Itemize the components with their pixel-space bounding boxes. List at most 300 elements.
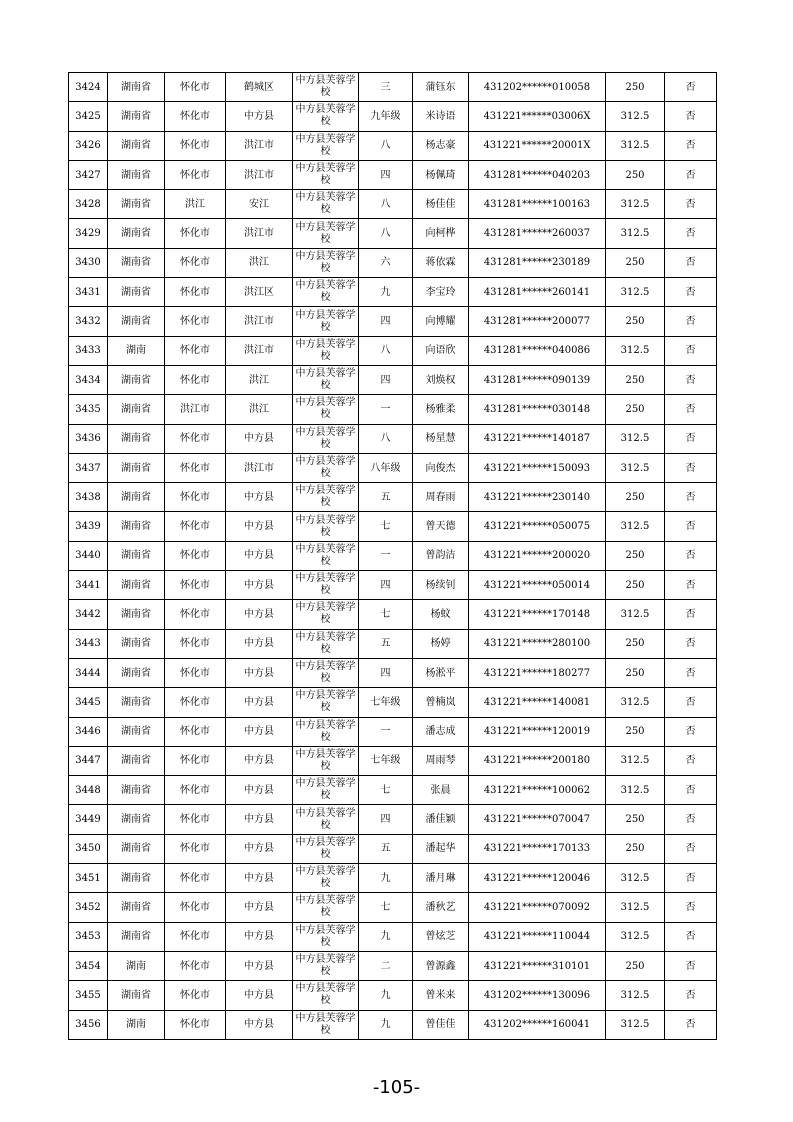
flag-cell: 否 [665, 365, 717, 394]
amount-cell: 312.5 [606, 424, 665, 453]
city-cell: 怀化市 [165, 512, 226, 541]
amount-cell: 250 [606, 805, 665, 834]
id-number-cell: 431281******260037 [469, 219, 606, 248]
amount-cell: 312.5 [606, 922, 665, 951]
flag-cell: 否 [665, 951, 717, 980]
amount-cell: 250 [606, 160, 665, 189]
id-number-cell: 431281******100163 [469, 190, 606, 219]
province-cell: 湖南省 [108, 541, 165, 570]
id-number-cell: 431281******260141 [469, 278, 606, 307]
serial-cell: 3431 [69, 278, 108, 307]
school-cell: 中方县芙蓉学校 [293, 600, 359, 629]
amount-cell: 250 [606, 395, 665, 424]
table-row [69, 541, 717, 570]
province-cell: 湖南省 [108, 512, 165, 541]
district-cell: 中方县 [226, 541, 293, 570]
amount-cell: 312.5 [606, 278, 665, 307]
table-row [69, 746, 717, 775]
province-cell: 湖南省 [108, 131, 165, 160]
amount-cell: 250 [606, 365, 665, 394]
table-row [69, 102, 717, 131]
name-cell: 杨佩琦 [413, 160, 469, 189]
table-row [69, 307, 717, 336]
serial-cell: 3447 [69, 746, 108, 775]
flag-cell: 否 [665, 102, 717, 131]
flag-cell: 否 [665, 336, 717, 365]
table-row [69, 951, 717, 980]
province-cell: 湖南省 [108, 776, 165, 805]
name-cell: 潘月琳 [413, 864, 469, 893]
flag-cell: 否 [665, 922, 717, 951]
school-cell: 中方县芙蓉学校 [293, 571, 359, 600]
grade-cell: 三 [359, 73, 413, 102]
table-row [69, 805, 717, 834]
table-row [69, 600, 717, 629]
name-cell: 刘焕权 [413, 365, 469, 394]
school-cell: 中方县芙蓉学校 [293, 190, 359, 219]
id-number-cell: 431221******03006X [469, 102, 606, 131]
table-row [69, 893, 717, 922]
serial-cell: 3440 [69, 541, 108, 570]
district-cell: 中方县 [226, 512, 293, 541]
id-number-cell: 431281******090139 [469, 365, 606, 394]
serial-cell: 3452 [69, 893, 108, 922]
serial-cell: 3437 [69, 453, 108, 482]
grade-cell: 八 [359, 131, 413, 160]
name-cell: 杨蚊 [413, 600, 469, 629]
city-cell: 怀化市 [165, 776, 226, 805]
amount-cell: 312.5 [606, 981, 665, 1010]
serial-cell: 3439 [69, 512, 108, 541]
district-cell: 中方县 [226, 102, 293, 131]
name-cell: 曾韵洁 [413, 541, 469, 570]
province-cell: 湖南省 [108, 160, 165, 189]
amount-cell: 312.5 [606, 102, 665, 131]
table-row [69, 365, 717, 394]
school-cell: 中方县芙蓉学校 [293, 717, 359, 746]
amount-cell: 250 [606, 717, 665, 746]
serial-cell: 3434 [69, 365, 108, 394]
grade-cell: 五 [359, 834, 413, 863]
table-row [69, 248, 717, 277]
name-cell: 潘志成 [413, 717, 469, 746]
grade-cell: 四 [359, 307, 413, 336]
school-cell: 中方县芙蓉学校 [293, 278, 359, 307]
province-cell: 湖南省 [108, 658, 165, 687]
name-cell: 向博耀 [413, 307, 469, 336]
serial-cell: 3453 [69, 922, 108, 951]
id-number-cell: 431221******140187 [469, 424, 606, 453]
city-cell: 怀化市 [165, 746, 226, 775]
province-cell: 湖南省 [108, 600, 165, 629]
serial-cell: 3450 [69, 834, 108, 863]
city-cell: 怀化市 [165, 278, 226, 307]
province-cell: 湖南省 [108, 219, 165, 248]
school-cell: 中方县芙蓉学校 [293, 629, 359, 658]
flag-cell: 否 [665, 571, 717, 600]
district-cell: 洪江 [226, 248, 293, 277]
province-cell: 湖南省 [108, 424, 165, 453]
flag-cell: 否 [665, 776, 717, 805]
table-row [69, 160, 717, 189]
id-number-cell: 431281******040086 [469, 336, 606, 365]
table-row [69, 922, 717, 951]
grade-cell: 八 [359, 219, 413, 248]
table-row [69, 336, 717, 365]
name-cell: 曾天德 [413, 512, 469, 541]
school-cell: 中方县芙蓉学校 [293, 951, 359, 980]
province-cell: 湖南省 [108, 981, 165, 1010]
serial-cell: 3445 [69, 688, 108, 717]
serial-cell: 3449 [69, 805, 108, 834]
id-number-cell: 431281******030148 [469, 395, 606, 424]
id-number-cell: 431221******180277 [469, 658, 606, 687]
district-cell: 中方县 [226, 805, 293, 834]
table-row [69, 483, 717, 512]
table-row [69, 981, 717, 1010]
school-cell: 中方县芙蓉学校 [293, 834, 359, 863]
school-cell: 中方县芙蓉学校 [293, 541, 359, 570]
district-cell: 中方县 [226, 571, 293, 600]
city-cell: 怀化市 [165, 73, 226, 102]
school-cell: 中方县芙蓉学校 [293, 453, 359, 482]
serial-cell: 3451 [69, 864, 108, 893]
grade-cell: 四 [359, 805, 413, 834]
flag-cell: 否 [665, 248, 717, 277]
serial-cell: 3442 [69, 600, 108, 629]
city-cell: 怀化市 [165, 893, 226, 922]
amount-cell: 312.5 [606, 190, 665, 219]
serial-cell: 3428 [69, 190, 108, 219]
grade-cell: 一 [359, 717, 413, 746]
id-number-cell: 431221******140081 [469, 688, 606, 717]
grade-cell: 七年级 [359, 746, 413, 775]
page-number: -105- [372, 1077, 421, 1098]
province-cell: 湖南省 [108, 746, 165, 775]
district-cell: 洪江 [226, 365, 293, 394]
amount-cell: 312.5 [606, 336, 665, 365]
id-number-cell: 431221******230140 [469, 483, 606, 512]
serial-cell: 3438 [69, 483, 108, 512]
serial-cell: 3455 [69, 981, 108, 1010]
name-cell: 李宝玲 [413, 278, 469, 307]
school-cell: 中方县芙蓉学校 [293, 102, 359, 131]
serial-cell: 3446 [69, 717, 108, 746]
table-row [69, 278, 717, 307]
province-cell: 湖南省 [108, 922, 165, 951]
grade-cell: 九 [359, 981, 413, 1010]
city-cell: 怀化市 [165, 483, 226, 512]
province-cell: 湖南省 [108, 248, 165, 277]
id-number-cell: 431221******100062 [469, 776, 606, 805]
amount-cell: 312.5 [606, 864, 665, 893]
district-cell: 中方县 [226, 893, 293, 922]
school-cell: 中方县芙蓉学校 [293, 336, 359, 365]
school-cell: 中方县芙蓉学校 [293, 365, 359, 394]
amount-cell: 312.5 [606, 688, 665, 717]
name-cell: 蒋依霖 [413, 248, 469, 277]
flag-cell: 否 [665, 160, 717, 189]
grade-cell: 四 [359, 160, 413, 189]
city-cell: 怀化市 [165, 805, 226, 834]
school-cell: 中方县芙蓉学校 [293, 395, 359, 424]
flag-cell: 否 [665, 805, 717, 834]
province-cell: 湖南省 [108, 805, 165, 834]
flag-cell: 否 [665, 219, 717, 248]
flag-cell: 否 [665, 424, 717, 453]
school-cell: 中方县芙蓉学校 [293, 248, 359, 277]
flag-cell: 否 [665, 864, 717, 893]
district-cell: 洪江市 [226, 453, 293, 482]
flag-cell: 否 [665, 190, 717, 219]
serial-cell: 3425 [69, 102, 108, 131]
city-cell: 洪江市 [165, 395, 226, 424]
district-cell: 洪江市 [226, 336, 293, 365]
city-cell: 怀化市 [165, 1010, 226, 1039]
school-cell: 中方县芙蓉学校 [293, 483, 359, 512]
name-cell: 周春雨 [413, 483, 469, 512]
grade-cell: 五 [359, 483, 413, 512]
province-cell: 湖南省 [108, 190, 165, 219]
id-number-cell: 431221******170148 [469, 600, 606, 629]
name-cell: 杨续钊 [413, 571, 469, 600]
name-cell: 潘佳颖 [413, 805, 469, 834]
flag-cell: 否 [665, 483, 717, 512]
school-cell: 中方县芙蓉学校 [293, 160, 359, 189]
id-number-cell: 431281******040203 [469, 160, 606, 189]
id-number-cell: 431221******170133 [469, 834, 606, 863]
table-row [69, 219, 717, 248]
name-cell: 周雨琴 [413, 746, 469, 775]
grade-cell: 八 [359, 336, 413, 365]
id-number-cell: 431221******120046 [469, 864, 606, 893]
district-cell: 洪江市 [226, 307, 293, 336]
district-cell: 中方县 [226, 864, 293, 893]
table-row [69, 864, 717, 893]
city-cell: 怀化市 [165, 365, 226, 394]
province-cell: 湖南省 [108, 73, 165, 102]
serial-cell: 3427 [69, 160, 108, 189]
city-cell: 怀化市 [165, 453, 226, 482]
city-cell: 怀化市 [165, 981, 226, 1010]
serial-cell: 3426 [69, 131, 108, 160]
grade-cell: 七 [359, 776, 413, 805]
flag-cell: 否 [665, 688, 717, 717]
city-cell: 怀化市 [165, 629, 226, 658]
city-cell: 怀化市 [165, 248, 226, 277]
flag-cell: 否 [665, 278, 717, 307]
serial-cell: 3454 [69, 951, 108, 980]
flag-cell: 否 [665, 658, 717, 687]
province-cell: 湖南省 [108, 717, 165, 746]
school-cell: 中方县芙蓉学校 [293, 307, 359, 336]
city-cell: 怀化市 [165, 951, 226, 980]
amount-cell: 312.5 [606, 512, 665, 541]
district-cell: 洪江市 [226, 160, 293, 189]
city-cell: 怀化市 [165, 219, 226, 248]
school-cell: 中方县芙蓉学校 [293, 922, 359, 951]
table-row [69, 571, 717, 600]
district-cell: 中方县 [226, 717, 293, 746]
school-cell: 中方县芙蓉学校 [293, 805, 359, 834]
grade-cell: 四 [359, 571, 413, 600]
amount-cell: 312.5 [606, 600, 665, 629]
province-cell: 湖南省 [108, 571, 165, 600]
id-number-cell: 431202******130096 [469, 981, 606, 1010]
flag-cell: 否 [665, 73, 717, 102]
flag-cell: 否 [665, 131, 717, 160]
grade-cell: 五 [359, 629, 413, 658]
table-row [69, 190, 717, 219]
amount-cell: 312.5 [606, 219, 665, 248]
table-row [69, 776, 717, 805]
amount-cell: 312.5 [606, 746, 665, 775]
district-cell: 中方县 [226, 424, 293, 453]
province-cell: 湖南省 [108, 893, 165, 922]
table-row [69, 1010, 717, 1039]
province-cell: 湖南省 [108, 365, 165, 394]
id-number-cell: 431202******010058 [469, 73, 606, 102]
id-number-cell: 431221******280100 [469, 629, 606, 658]
district-cell: 中方县 [226, 688, 293, 717]
id-number-cell: 431221******20001X [469, 131, 606, 160]
serial-cell: 3433 [69, 336, 108, 365]
city-cell: 怀化市 [165, 717, 226, 746]
flag-cell: 否 [665, 395, 717, 424]
grade-cell: 七 [359, 512, 413, 541]
serial-cell: 3435 [69, 395, 108, 424]
name-cell: 米诗语 [413, 102, 469, 131]
name-cell: 曾源鑫 [413, 951, 469, 980]
grade-cell: 四 [359, 365, 413, 394]
table-row [69, 629, 717, 658]
city-cell: 怀化市 [165, 131, 226, 160]
grade-cell: 二 [359, 951, 413, 980]
district-cell: 中方县 [226, 922, 293, 951]
id-number-cell: 431281******230189 [469, 248, 606, 277]
name-cell: 曾炫芝 [413, 922, 469, 951]
school-cell: 中方县芙蓉学校 [293, 981, 359, 1010]
province-cell: 湖南省 [108, 864, 165, 893]
city-cell: 怀化市 [165, 600, 226, 629]
city-cell: 怀化市 [165, 658, 226, 687]
flag-cell: 否 [665, 746, 717, 775]
school-cell: 中方县芙蓉学校 [293, 746, 359, 775]
amount-cell: 250 [606, 541, 665, 570]
school-cell: 中方县芙蓉学校 [293, 688, 359, 717]
district-cell: 中方县 [226, 776, 293, 805]
province-cell: 湖南省 [108, 453, 165, 482]
district-cell: 中方县 [226, 981, 293, 1010]
amount-cell: 250 [606, 951, 665, 980]
id-number-cell: 431221******050075 [469, 512, 606, 541]
district-cell: 中方县 [226, 658, 293, 687]
name-cell: 曾米来 [413, 981, 469, 1010]
grade-cell: 九 [359, 1010, 413, 1039]
name-cell: 曾楠岚 [413, 688, 469, 717]
city-cell: 怀化市 [165, 922, 226, 951]
table-row [69, 512, 717, 541]
id-number-cell: 431202******160041 [469, 1010, 606, 1039]
serial-cell: 3443 [69, 629, 108, 658]
name-cell: 杨志豪 [413, 131, 469, 160]
province-cell: 湖南省 [108, 483, 165, 512]
id-number-cell: 431221******070092 [469, 893, 606, 922]
school-cell: 中方县芙蓉学校 [293, 893, 359, 922]
district-cell: 洪江 [226, 395, 293, 424]
amount-cell: 250 [606, 571, 665, 600]
amount-cell: 250 [606, 629, 665, 658]
name-cell: 杨淞平 [413, 658, 469, 687]
grade-cell: 九 [359, 278, 413, 307]
flag-cell: 否 [665, 307, 717, 336]
city-cell: 怀化市 [165, 864, 226, 893]
school-cell: 中方县芙蓉学校 [293, 73, 359, 102]
amount-cell: 250 [606, 307, 665, 336]
province-cell: 湖南省 [108, 688, 165, 717]
table-row [69, 658, 717, 687]
grade-cell: 九年级 [359, 102, 413, 131]
records-table [68, 72, 717, 1040]
serial-cell: 3456 [69, 1010, 108, 1039]
table-row [69, 73, 717, 102]
flag-cell: 否 [665, 512, 717, 541]
city-cell: 怀化市 [165, 571, 226, 600]
serial-cell: 3436 [69, 424, 108, 453]
id-number-cell: 431281******200077 [469, 307, 606, 336]
flag-cell: 否 [665, 600, 717, 629]
grade-cell: 一 [359, 395, 413, 424]
district-cell: 中方县 [226, 629, 293, 658]
city-cell: 怀化市 [165, 541, 226, 570]
district-cell: 鹤城区 [226, 73, 293, 102]
province-cell: 湖南省 [108, 629, 165, 658]
flag-cell: 否 [665, 717, 717, 746]
school-cell: 中方县芙蓉学校 [293, 219, 359, 248]
flag-cell: 否 [665, 834, 717, 863]
id-number-cell: 431221******070047 [469, 805, 606, 834]
flag-cell: 否 [665, 981, 717, 1010]
city-cell: 怀化市 [165, 160, 226, 189]
province-cell: 湖南省 [108, 307, 165, 336]
serial-cell: 3424 [69, 73, 108, 102]
grade-cell: 七年级 [359, 688, 413, 717]
school-cell: 中方县芙蓉学校 [293, 424, 359, 453]
serial-cell: 3432 [69, 307, 108, 336]
name-cell: 杨婷 [413, 629, 469, 658]
school-cell: 中方县芙蓉学校 [293, 658, 359, 687]
school-cell: 中方县芙蓉学校 [293, 1010, 359, 1039]
flag-cell: 否 [665, 893, 717, 922]
amount-cell: 312.5 [606, 131, 665, 160]
id-number-cell: 431221******120019 [469, 717, 606, 746]
school-cell: 中方县芙蓉学校 [293, 864, 359, 893]
flag-cell: 否 [665, 629, 717, 658]
district-cell: 洪江市 [226, 131, 293, 160]
amount-cell: 312.5 [606, 776, 665, 805]
id-number-cell: 431221******050014 [469, 571, 606, 600]
grade-cell: 六 [359, 248, 413, 277]
id-number-cell: 431221******200020 [469, 541, 606, 570]
city-cell: 怀化市 [165, 307, 226, 336]
amount-cell: 312.5 [606, 893, 665, 922]
amount-cell: 250 [606, 248, 665, 277]
table-row [69, 453, 717, 482]
grade-cell: 九 [359, 922, 413, 951]
table-row [69, 395, 717, 424]
serial-cell: 3448 [69, 776, 108, 805]
table-row [69, 834, 717, 863]
